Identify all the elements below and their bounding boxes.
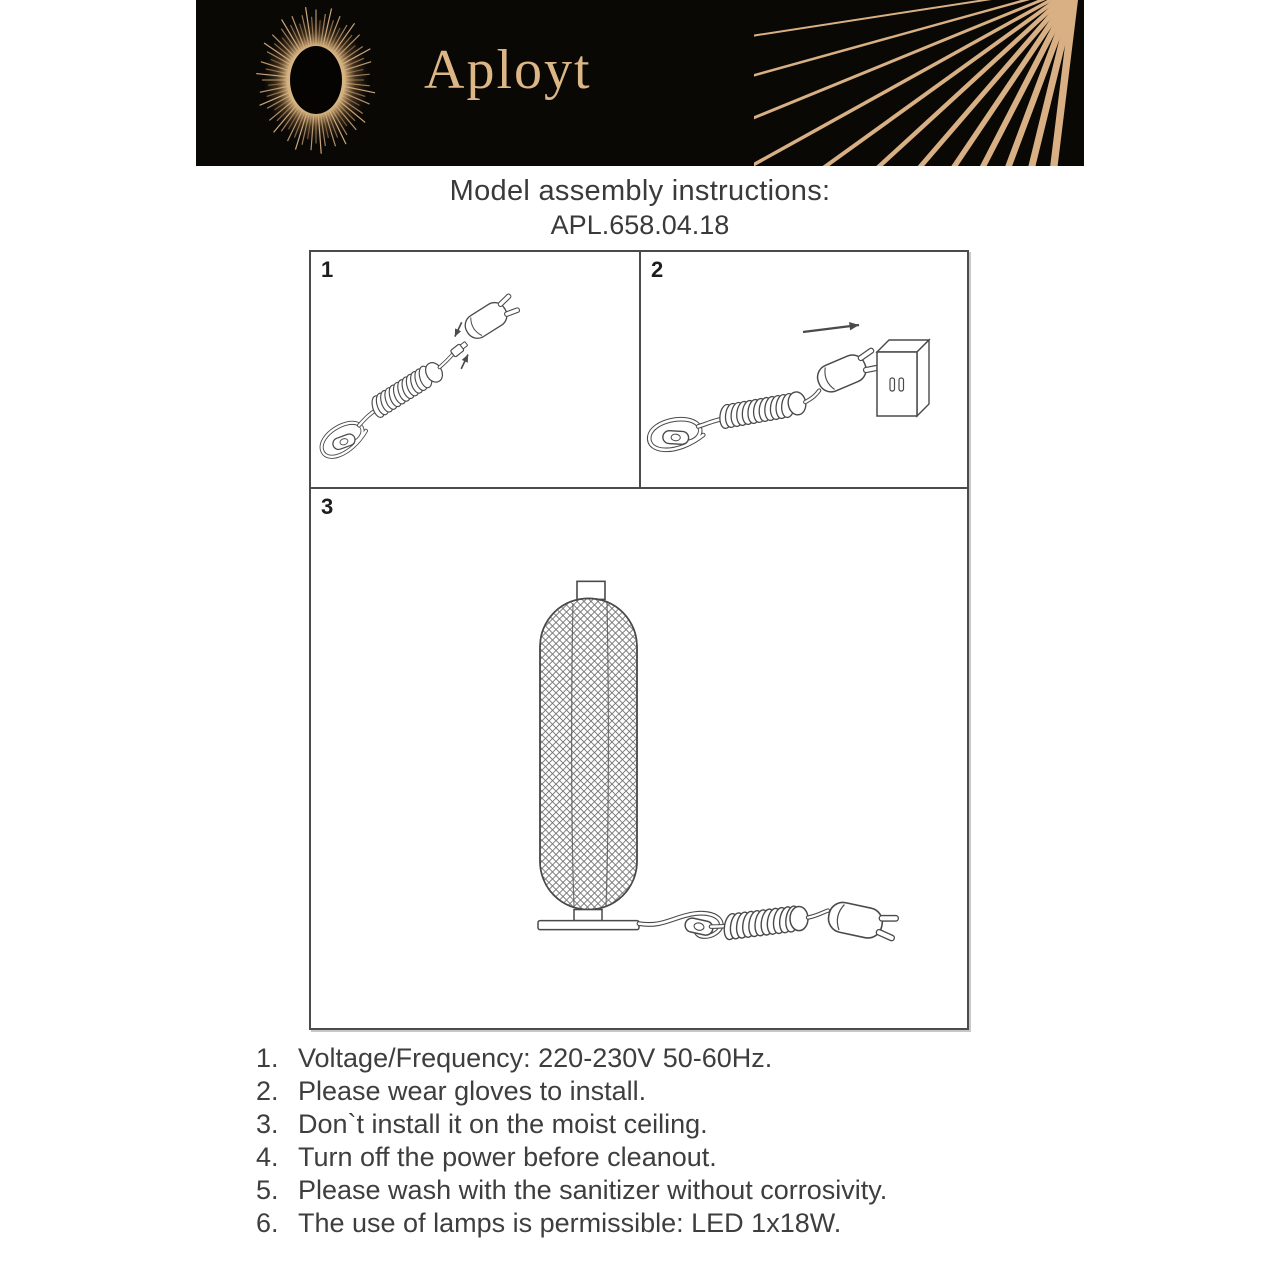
sunburst-logo-icon xyxy=(242,0,394,164)
brand-name: Aployt xyxy=(424,39,592,101)
panel-number: 3 xyxy=(321,494,334,519)
instruction-item: 1. Voltage/Frequency: 220-230V 50-60Hz. xyxy=(256,1043,773,1073)
coiled-cord-adapter-illustration xyxy=(311,252,639,487)
title-block xyxy=(0,175,1280,241)
page-title: Model assembly instructions: xyxy=(449,175,831,207)
model-number: APL.658.04.18 xyxy=(550,210,730,240)
instruction-item: 6. The use of lamps is permissible: LED 1x18W. xyxy=(256,1208,842,1238)
adapter-into-outlet-illustration xyxy=(641,252,967,487)
corner-rays-decoration-icon xyxy=(754,0,1084,166)
diagram-panel-3 xyxy=(311,489,967,1028)
diagram-panel-1 xyxy=(311,252,641,489)
table-lamp-illustration xyxy=(311,489,967,1028)
panel-number: 1 xyxy=(321,257,334,282)
panel-number: 2 xyxy=(651,257,664,282)
instruction-item: 2. Please wear gloves to install. xyxy=(256,1076,647,1106)
instruction-list xyxy=(256,1042,887,1240)
diagram-panel-2 xyxy=(641,252,967,489)
assembly-diagram-grid xyxy=(309,250,969,1030)
instruction-item: 3. Don`t install it on the moist ceiling. xyxy=(256,1109,708,1139)
instruction-item: 5. Please wash with the sanitizer without corrosivity. xyxy=(256,1175,888,1205)
instruction-item: 4. Turn off the power before cleanout. xyxy=(256,1142,717,1172)
brand-banner xyxy=(196,0,1084,166)
